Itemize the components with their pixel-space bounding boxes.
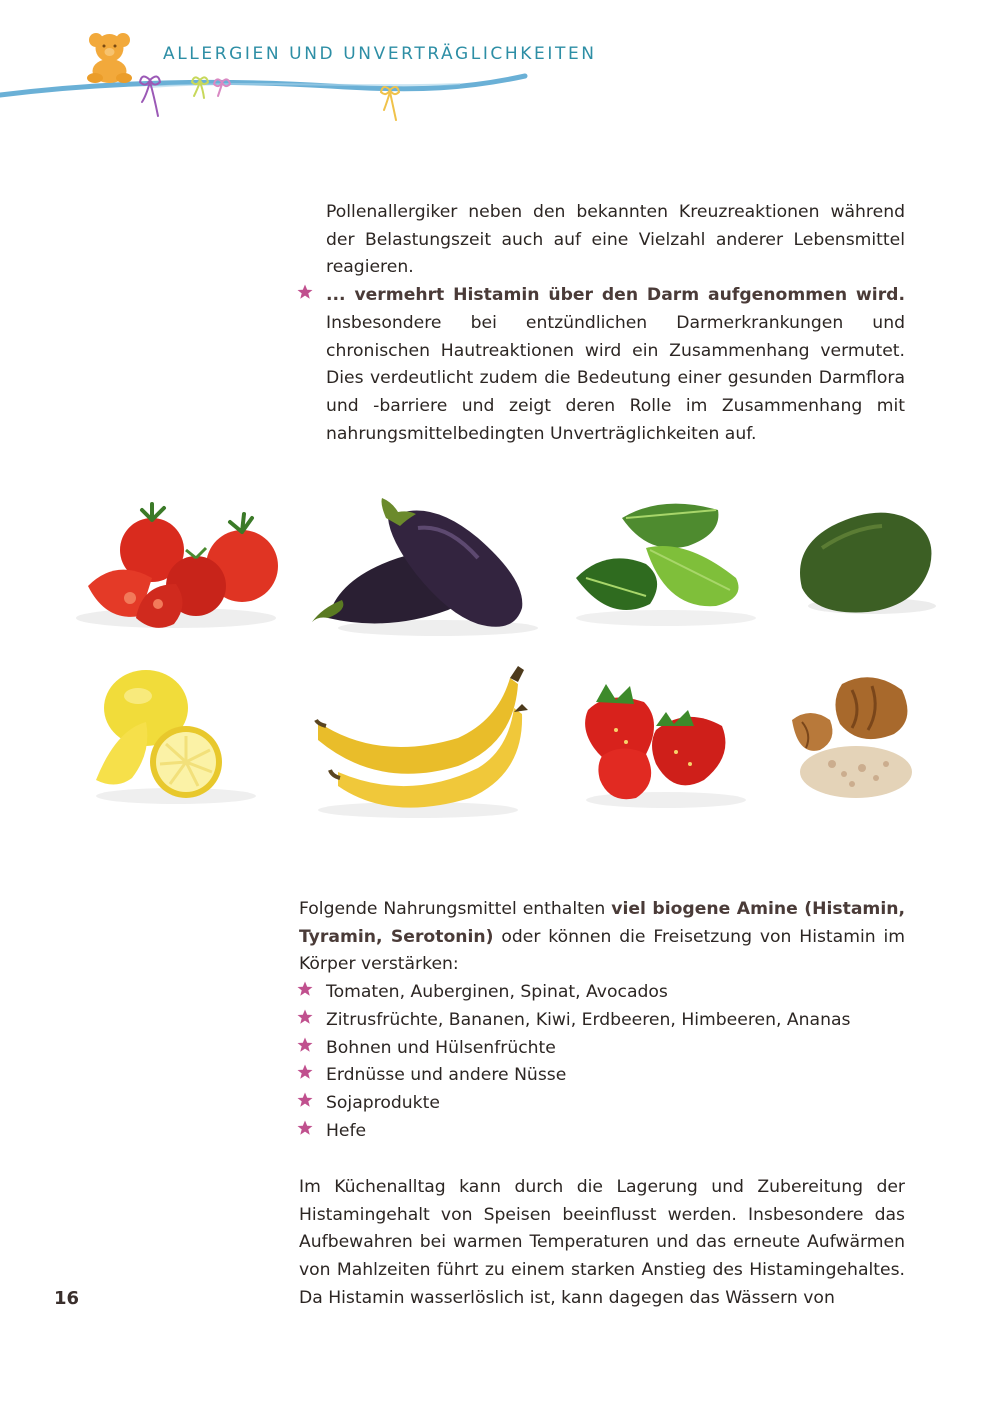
list-item (326, 1007, 905, 1035)
intro-bullet-text: Insbesondere bei entzündlichen Darmerkrankungen und chronischen Hautreaktionen wird ein Zusammenhang vermutet. Dies verdeutlicht zudem die Bedeutung einer gesunden Darmflora und -barriere und zeigt deren Rolle im Zusammenhang mit nahrungsmittelbedingten Unverträglichkeiten auf. (326, 312, 905, 444)
list-item (326, 1035, 905, 1063)
teddy-bear-icon (87, 33, 132, 83)
amines-text-block (299, 896, 905, 1145)
star-bullet-icon (296, 1036, 314, 1054)
wave-line (0, 76, 525, 95)
amines-lead (299, 896, 905, 979)
star-bullet-icon (296, 1063, 314, 1081)
list-item (326, 1062, 905, 1090)
intro-bullet-bold: ... vermehrt Histamin über den Darm aufgenommen wird. (326, 285, 905, 306)
star-bullet-icon (296, 283, 314, 301)
avocado-image (782, 478, 940, 643)
page-number: 16 (54, 1288, 80, 1309)
bananas-image (298, 660, 546, 830)
chapter-title: ALLERGIEN UND UNVERTRÄGLICHKEITEN (163, 44, 597, 64)
intro-bullet (326, 282, 905, 448)
list-item (326, 1118, 905, 1146)
kitchen-paragraph: Im Küchenalltag kann durch die Lagerung und Zubereitung der Histamingehalt von Speisen beeinflusst werden. Insbesondere das Aufbewahren bei warmen Temperaturen und das erneute Aufwärmen von Mahlzeiten führt zu einem starken Anstieg des Histamingehaltes. Da Histamin wasserlöslich ist, kann dagegen das Wässern von (299, 1177, 905, 1308)
spinach-image (566, 478, 766, 643)
list-item-text: Sojaprodukte (326, 1092, 440, 1113)
list-item-text: Erdnüsse und andere Nüsse (326, 1065, 567, 1086)
page-header (0, 0, 1000, 130)
intro-text-block (326, 199, 905, 448)
strawberries-image (566, 660, 766, 830)
list-item-text: Tomaten, Auberginen, Spinat, Avocados (326, 982, 668, 1003)
star-bullet-icon (296, 980, 314, 998)
header-decoration (0, 0, 1000, 130)
food-image-grid (66, 478, 940, 830)
star-bullet-icon (296, 1091, 314, 1109)
kitchen-text-block (299, 1174, 905, 1313)
list-item-text: Zitrusfrüchte, Bananen, Kiwi, Erdbeeren, Himbeeren, Ananas (326, 1009, 851, 1030)
lemon-image (66, 660, 291, 830)
list-item-text: Bohnen und Hülsenfrüchte (326, 1037, 556, 1058)
intro-paragraph: Pollenallergiker neben den bekannten Kreuzreaktionen während der Belastungszeit auch auf eine Vielzahl anderer Lebensmittel reagieren. (326, 202, 905, 278)
amines-lead-tail: oder können die Freisetzung von Histamin im Körper verstärken: (299, 926, 905, 975)
nuts-image (782, 660, 940, 830)
list-item (326, 1090, 905, 1118)
tomatoes-image (66, 478, 291, 643)
amines-lead-text: Folgende Nahrungsmittel enthalten (299, 899, 612, 919)
list-item (326, 979, 905, 1007)
amines-list (299, 979, 905, 1145)
list-item-text: Hefe (326, 1120, 367, 1141)
star-bullet-icon (296, 1119, 314, 1137)
amines-lead-bold: viel biogene Amine (Histamin, Tyramin, Serotonin) (299, 899, 905, 947)
star-bullet-icon (296, 1008, 314, 1026)
eggplants-image (298, 478, 546, 643)
